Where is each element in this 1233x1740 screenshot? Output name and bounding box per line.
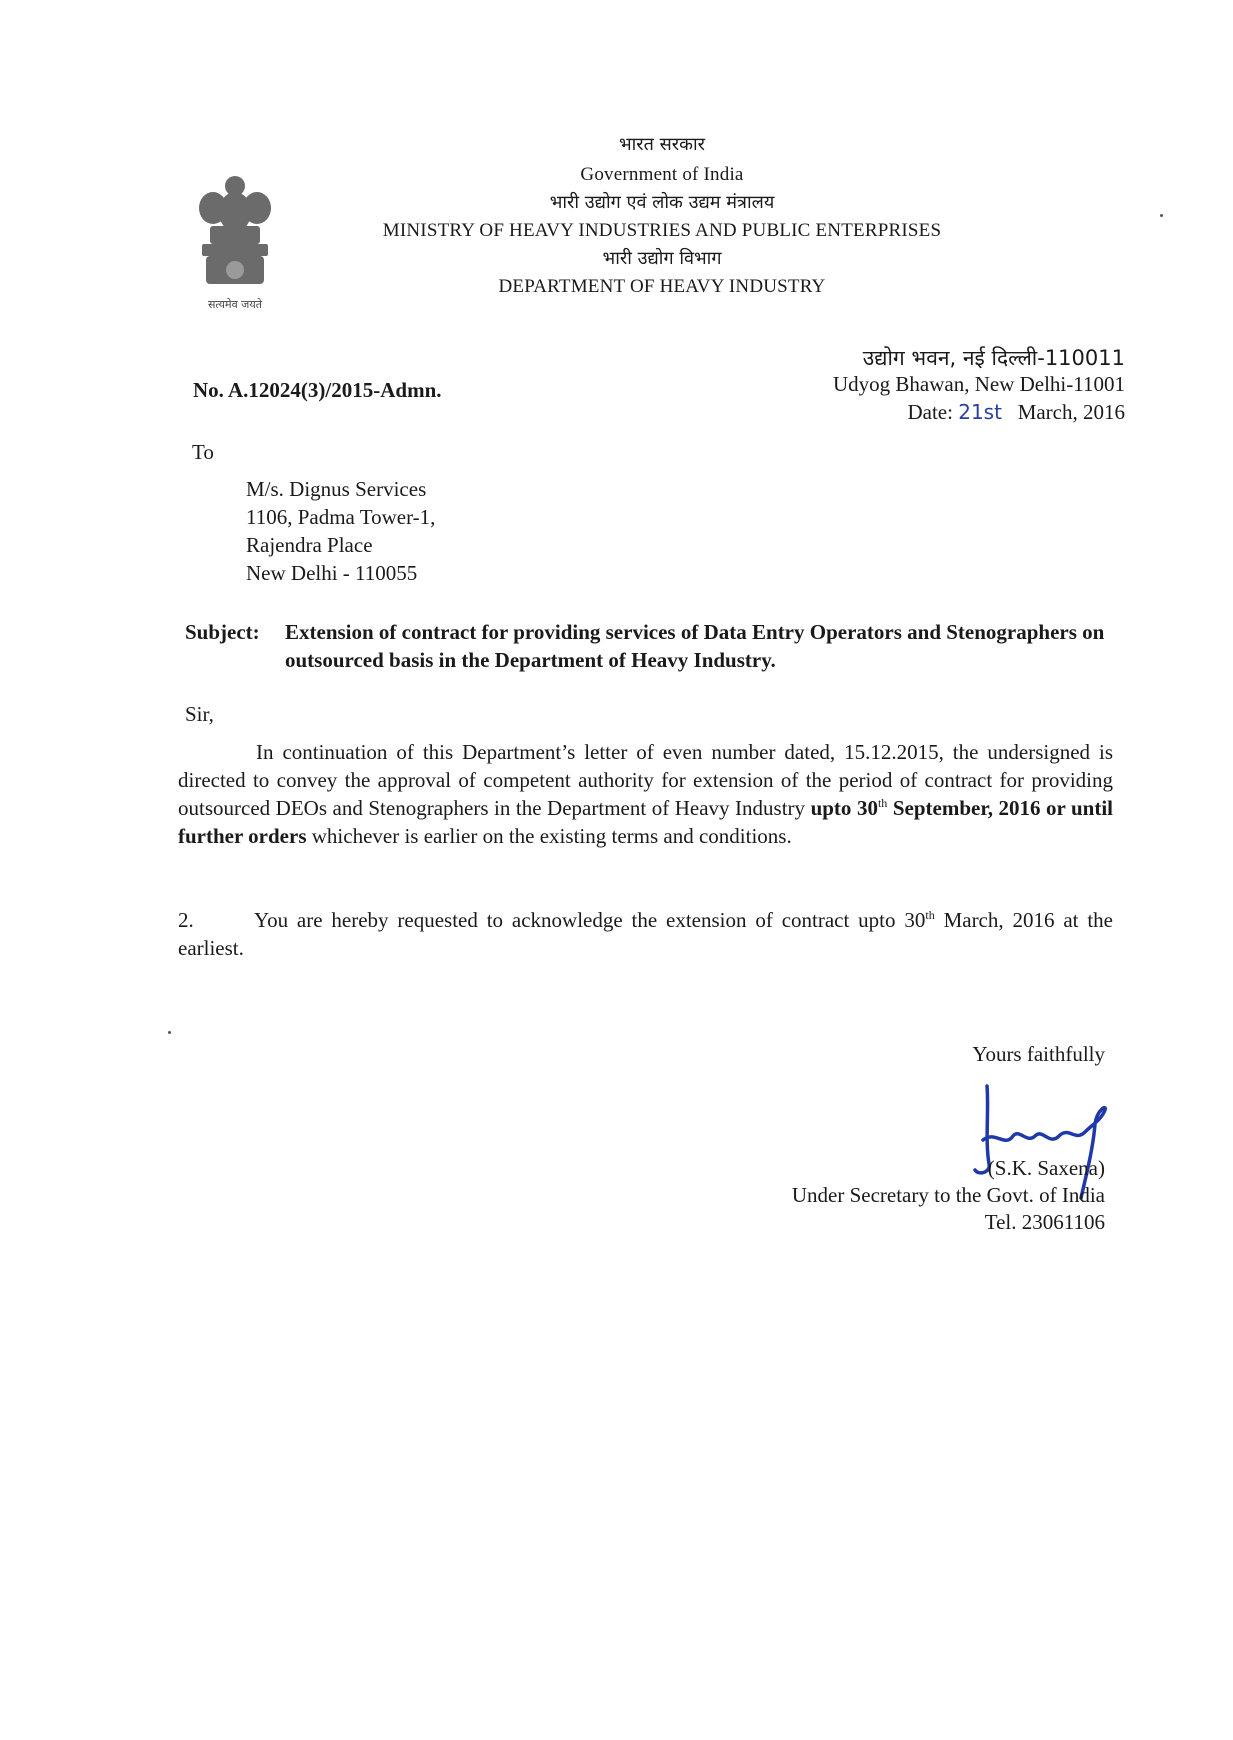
recipient-line: New Delhi - 110055 [246, 561, 418, 585]
subject [185, 618, 1120, 674]
para1-text: whichever is earlier on the existing terms and conditions. [306, 824, 792, 848]
recipient-line: M/s. Dignus Services [246, 477, 427, 501]
para2-text: March, 2016 at the earliest. [178, 908, 1113, 960]
para1-sup: th [877, 796, 888, 810]
para1-bold: upto 30 [810, 796, 878, 820]
signatory-tel: Tel. 23061106 [984, 1210, 1105, 1234]
office-address: Udyog Bhawan, New Delhi-11001 [832, 372, 1125, 396]
paragraph-1 [178, 738, 1113, 850]
letter-date [907, 400, 1125, 425]
date-rest: March, 2016 [1017, 400, 1125, 424]
to-label: To [192, 440, 214, 464]
yours-faithfully: Yours faithfully [972, 1042, 1105, 1066]
salutation: Sir, [185, 702, 214, 726]
scan-speck [1160, 214, 1163, 217]
para2-sup: th [925, 908, 935, 922]
signatory-name: (S.K. Saxena) [987, 1156, 1105, 1180]
header-ministry: MINISTRY OF HEAVY INDUSTRIES AND PUBLIC ENTERPRISES [382, 220, 942, 241]
para1-bold: September, 2016 or until further orders [178, 796, 1113, 848]
hindi-address: उद्योग भवन, नई दिल्ली-110011 [862, 346, 1125, 370]
paragraph-2 [178, 906, 1113, 962]
date-day-handwritten: 21st [958, 400, 1002, 424]
recipient-line: Rajendra Place [246, 533, 373, 557]
header-hindi-dept: भारी उद्योग विभाग [602, 248, 722, 269]
subject-label: Subject: [185, 620, 260, 644]
emblem-motto: सत्यमेव जयते [207, 298, 263, 311]
date-label: Date: [907, 400, 953, 424]
header-hindi-govt: भारत सरकार [618, 134, 706, 155]
para1-text: In continuation of this Department’s letter of even number dated, 15.12.2015, the undersigned is directed to convey the approval of competent authority for extension of the period of contract for providing outsourced DEOs and Stenographers in the Department of Heavy Industry [178, 740, 1113, 820]
header-hindi-ministry: भारी उद्योग एवं लोक उद्यम मंत्रालय [549, 192, 775, 213]
header-dept: DEPARTMENT OF HEAVY INDUSTRY [498, 276, 826, 297]
scan-speck [168, 1031, 171, 1034]
signatory-designation: Under Secretary to the Govt. of India [791, 1183, 1105, 1207]
subject-text: Extension of contract for providing services of Data Entry Operators and Stenographers on outsourced basis in the Department of Heavy Industry. [285, 620, 1105, 672]
header-govt: Government of India [580, 164, 744, 185]
para2-text: You are hereby requested to acknowledge the extension of contract upto 30 [254, 908, 926, 932]
para2-number: 2. [178, 908, 194, 932]
reference-number: No. A.12024(3)/2015-Admn. [193, 378, 442, 402]
recipient-line: 1106, Padma Tower-1, [246, 505, 436, 529]
